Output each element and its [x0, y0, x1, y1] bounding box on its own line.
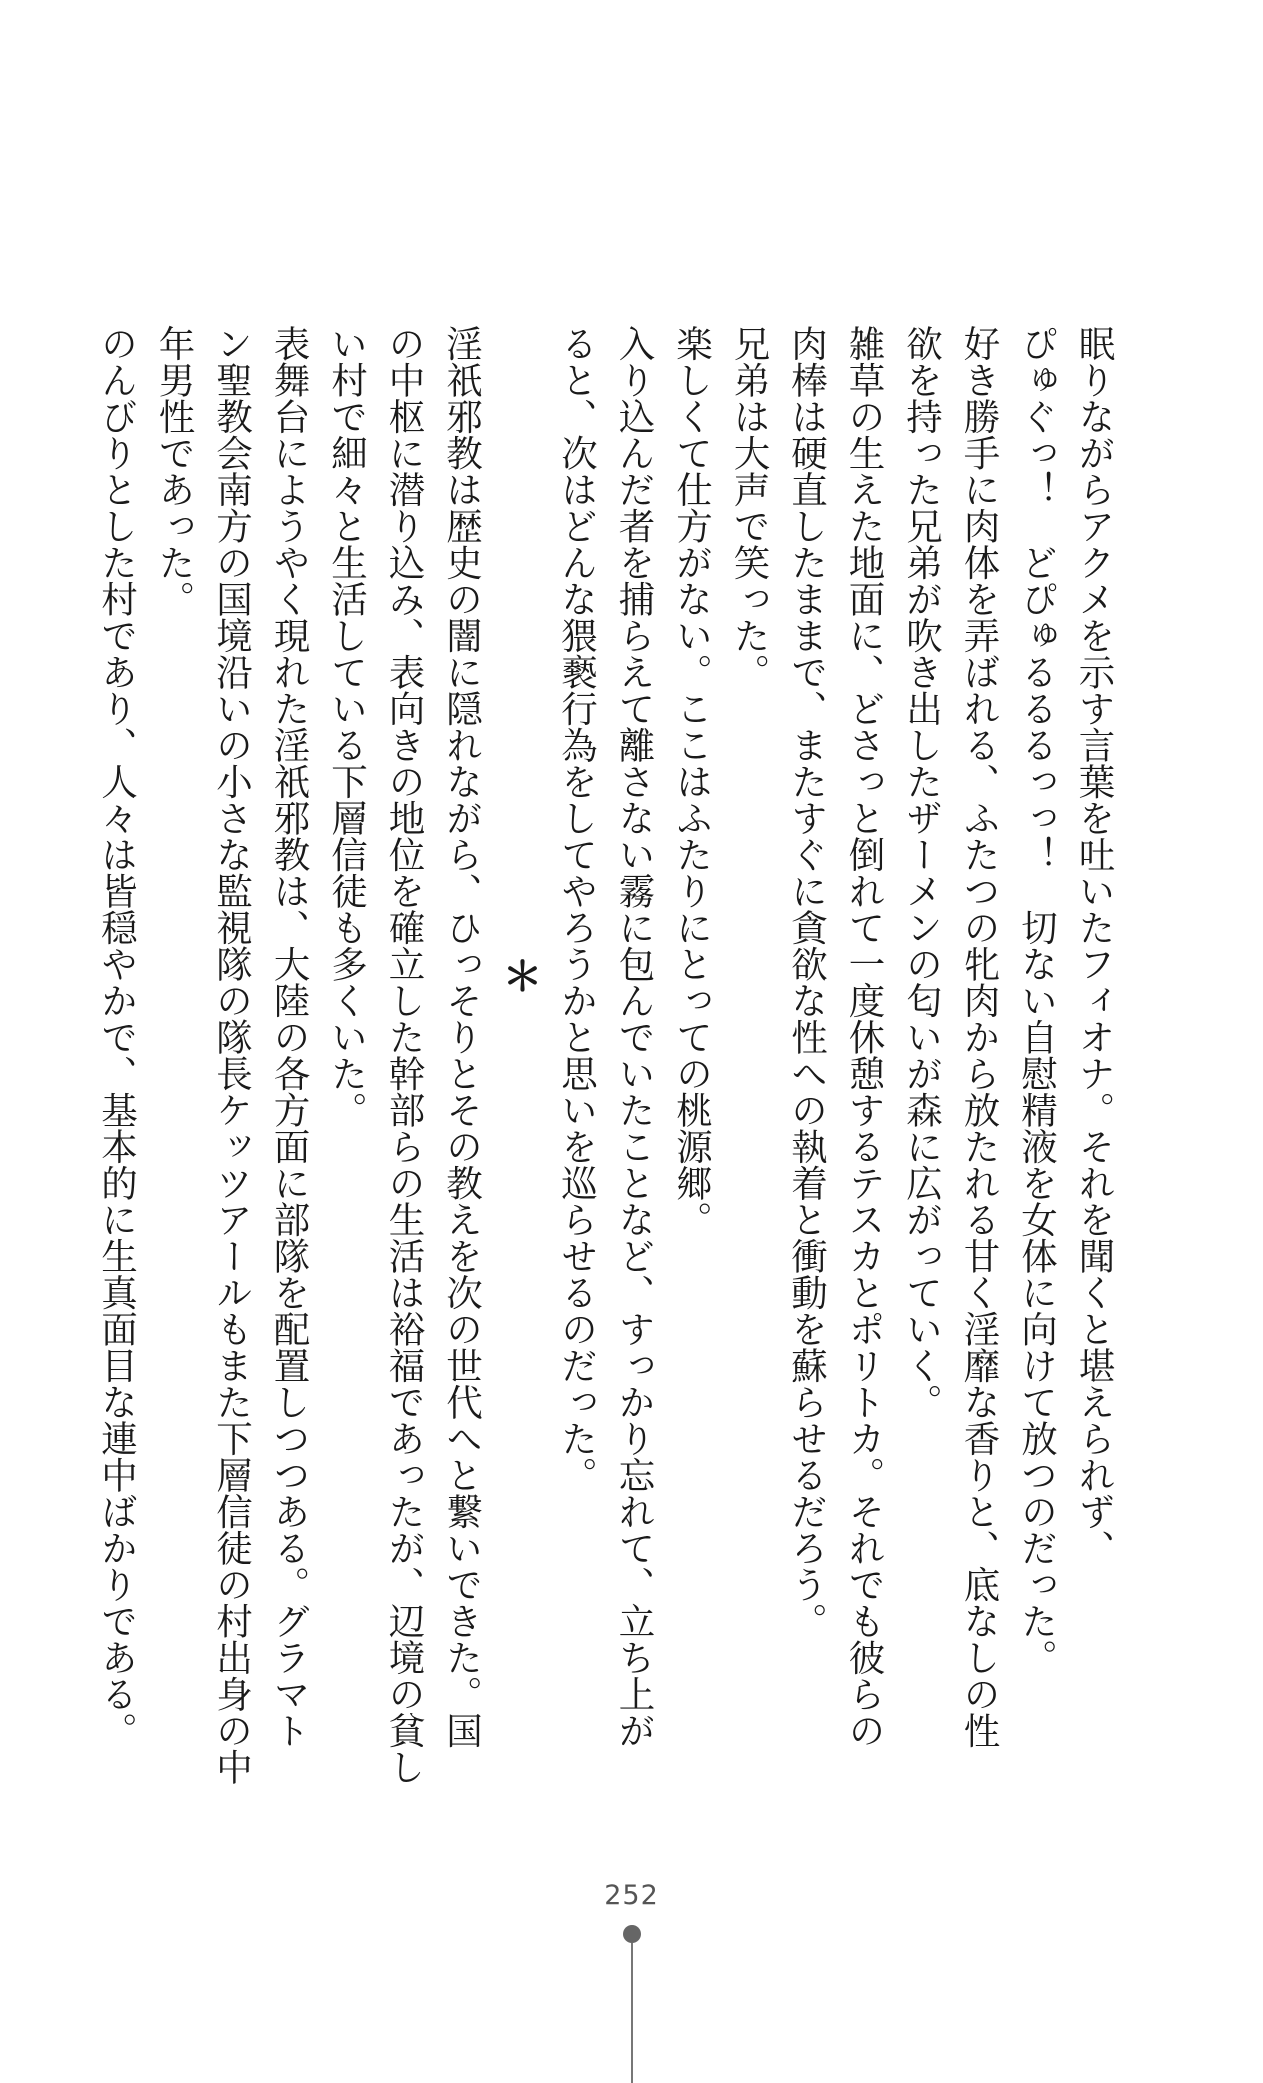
section-separator: ＊ — [496, 955, 543, 995]
page-marker-line — [631, 1943, 633, 2083]
text-line: ると、次はどんな猥褻行為をしてやろうかと思いを巡らせるのだった。 — [555, 325, 599, 1493]
text-line: のんびりとした村であり、人々は皆穏やかで、基本的に生真面目な連中ばかりである。 — [95, 325, 139, 1749]
text-line: 年男性であった。 — [153, 325, 196, 617]
text-line: 肉棒は硬直したままで、またすぐに貪欲な性への執着と衝動を蘇らせるだろう。 — [785, 325, 829, 1639]
text-line: 雑草の生えた地面に、どさっと倒れて一度休憩するテスカとポリトカ。それでも彼らの — [843, 325, 886, 1749]
text-line: の中枢に潜り込み、表向きの地位を確立した幹部らの生活は裕福であったが、辺境の貧し — [383, 325, 426, 1785]
text-line: 眠りながらアクメを示す言葉を吐いたフィオナ。それを聞くと堪えられず、 — [1073, 325, 1116, 1566]
text-line: ン聖教会南方の国境沿いの小さな監視隊の隊長ケッツアールもまた下層信徒の村出身の中 — [210, 325, 254, 1785]
text-line: 楽しくて仕方がない。ここはふたりにとっての桃源郷。 — [670, 325, 714, 1238]
vertical-text-body — [95, 325, 1123, 1785]
text-line: 兄弟は大声で笑った。 — [728, 325, 771, 690]
text-line: い村で細々と生活している下層信徒も多くいた。 — [325, 325, 369, 1128]
text-line: 入り込んだ者を捕らえて離さない霧に包んでいたことなど、すっかり忘れて、立ち上が — [613, 325, 656, 1749]
page-number: 252 — [604, 1880, 659, 1911]
page-marker-dot-icon — [623, 1925, 641, 1943]
text-line: 表舞台にようやく現れた淫祇邪教は、大陸の各方面に部隊を配置しつつある。グラマト — [268, 325, 311, 1749]
text-line: 淫祇邪教は歴史の闇に隠れながら、ひっそりとその教えを次の世代へと繋いできた。国 — [440, 325, 484, 1749]
text-line: 欲を持った兄弟が吹き出したザーメンの匂いが森に広がっていく。 — [900, 325, 944, 1420]
text-line: ぴゅぐっ！ どぴゅるるるっっ！ 切ない自慰精液を女体に向けて放つのだった。 — [1015, 325, 1059, 1676]
page-footer — [0, 1880, 1263, 2083]
text-line: 好き勝手に肉体を弄ばれる、ふたつの牝肉から放たれる甘く淫靡な香りと、底なしの性 — [958, 325, 1001, 1749]
